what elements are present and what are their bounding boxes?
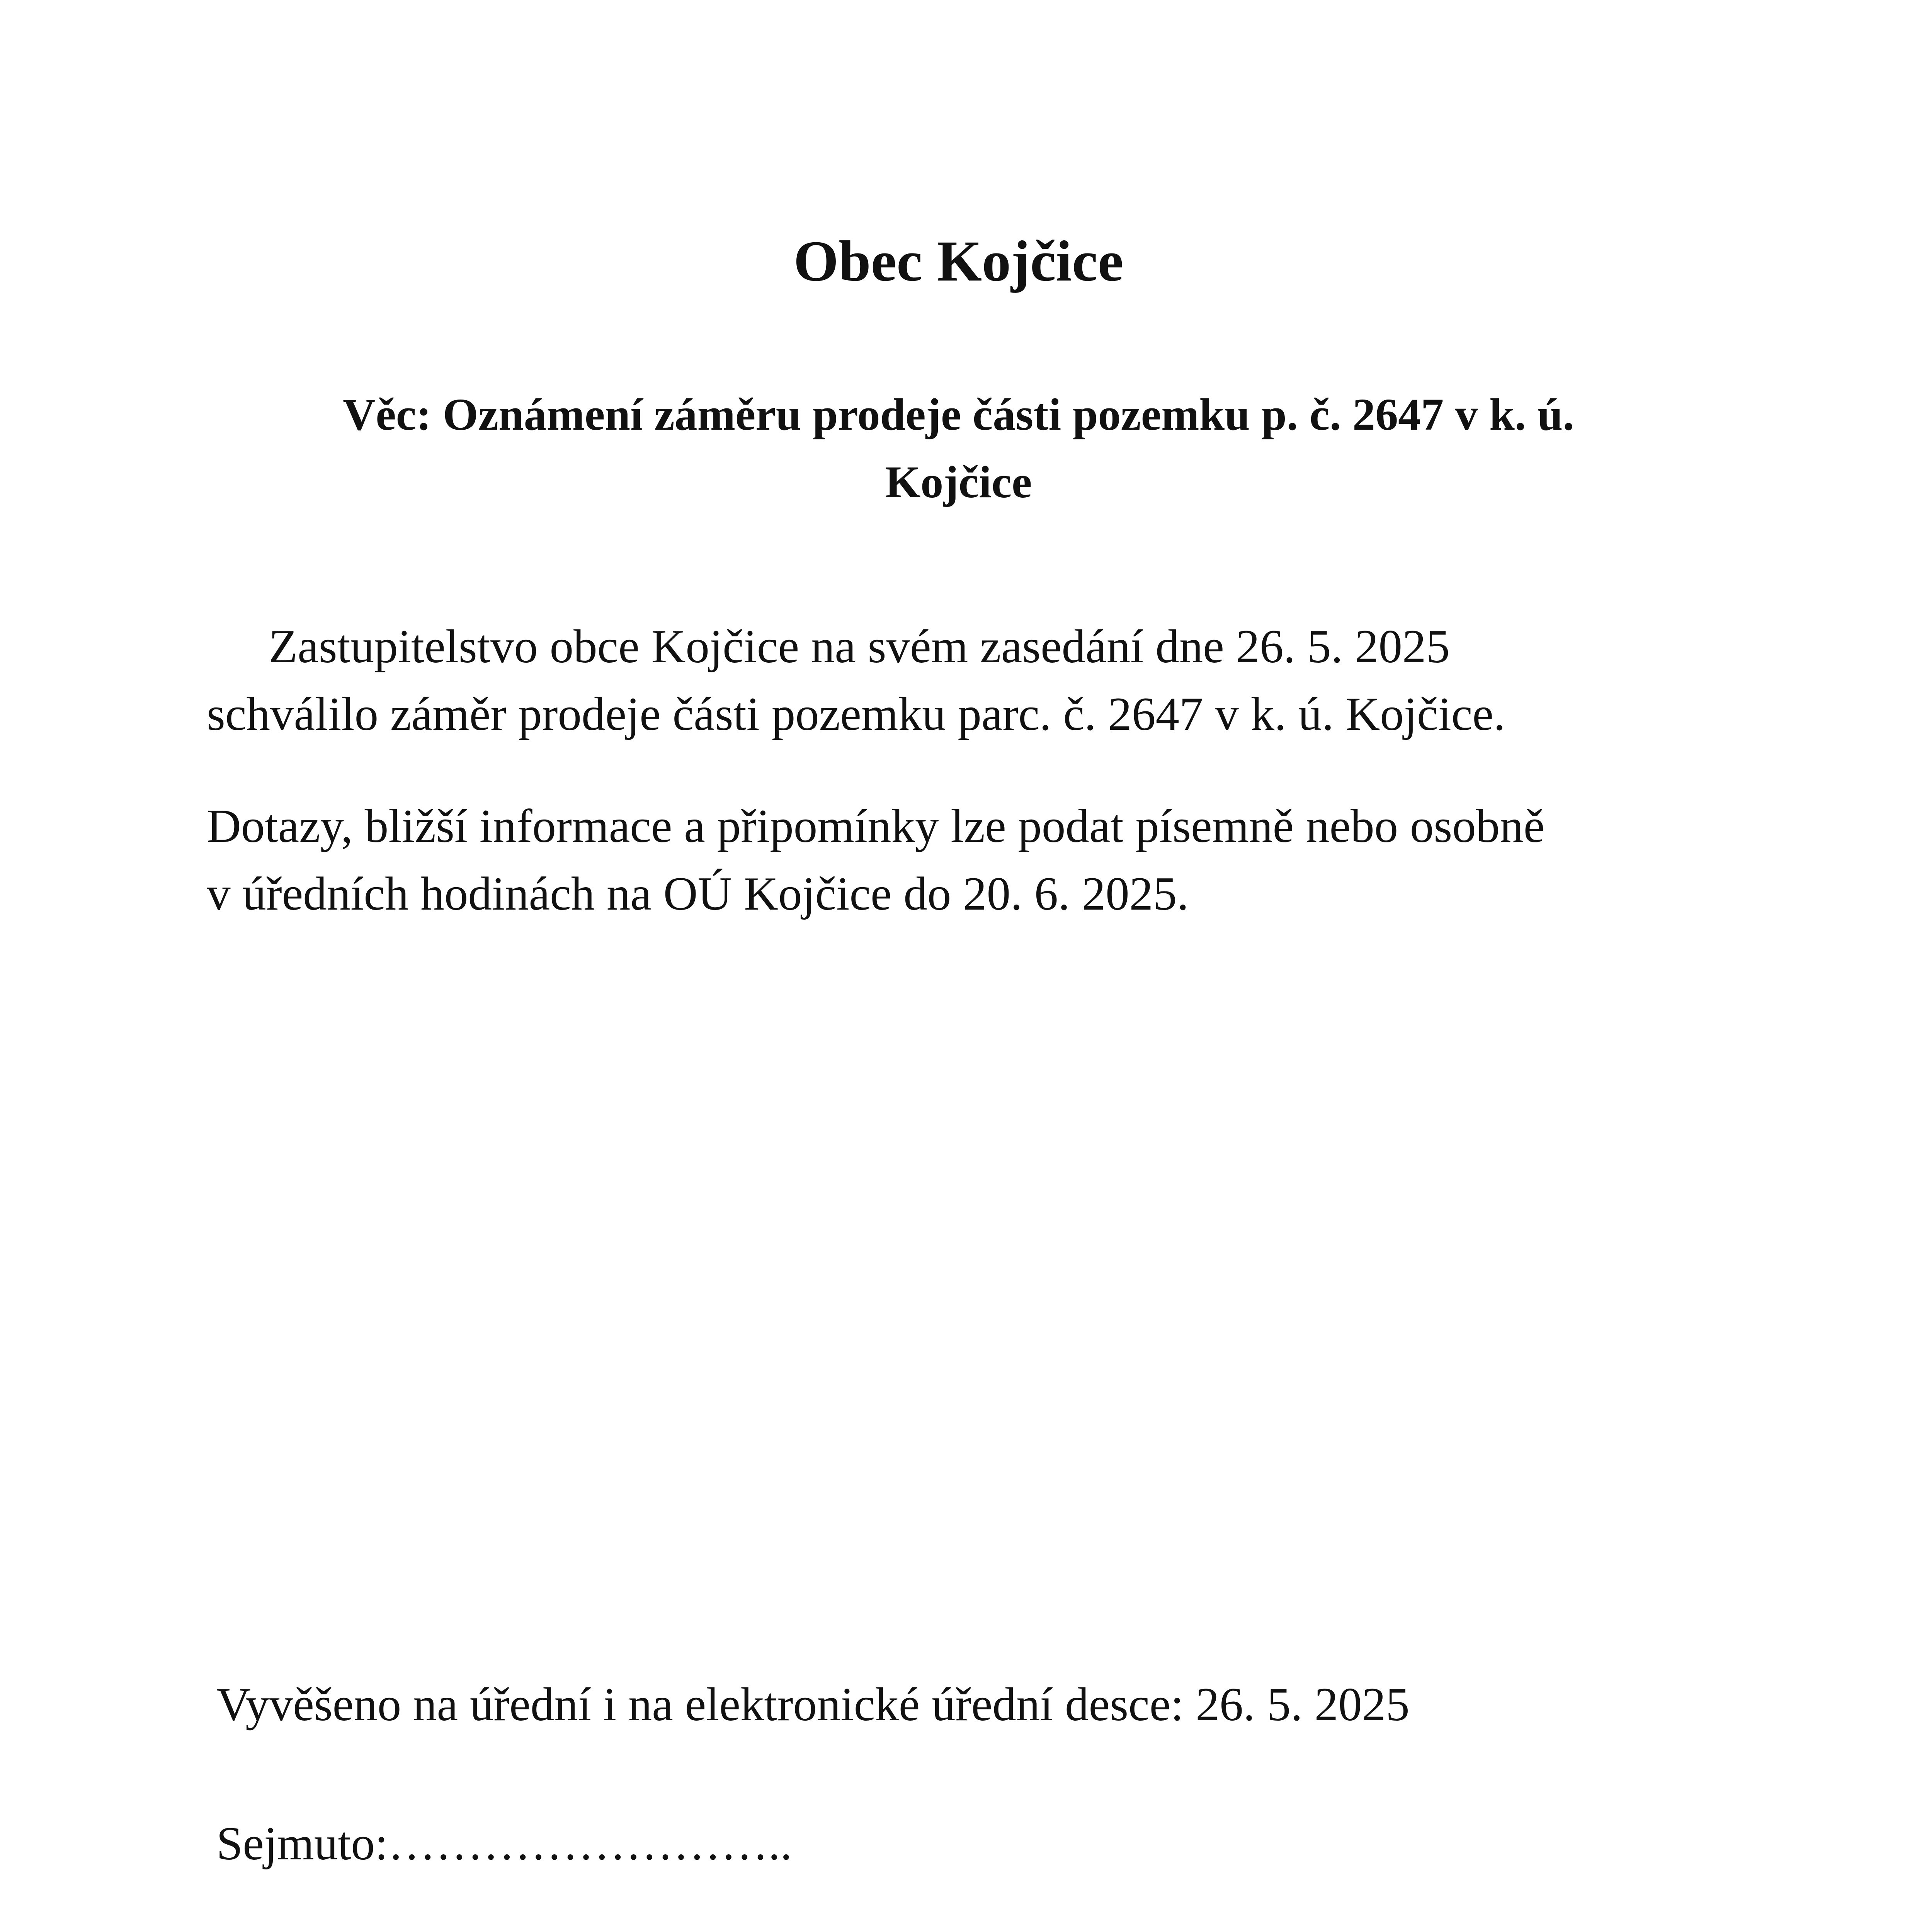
document-title: Obec Kojčice — [793, 229, 1124, 293]
paragraph-approval — [207, 612, 1505, 748]
subject-heading — [0, 381, 1917, 516]
paragraph-inquiries — [207, 792, 1544, 927]
removed-notice: Sejmuto:…………………….. — [216, 1817, 792, 1870]
paragraph-inquiries-line-1: Dotazy, bližší informace a připomínky lze podat písemně nebo osobně — [207, 799, 1545, 852]
paragraph-approval-line-2: schválilo záměr prodeje části pozemku parc. č. 2647 v k. ú. Kojčice. — [207, 687, 1505, 740]
subject-line-1: Věc: Oznámení záměru prodeje části pozemku p. č. 2647 v k. ú. — [343, 389, 1574, 440]
paragraph-inquiries-line-2: v úředních hodinách na OÚ Kojčice do 20. 6. 2025. — [207, 867, 1189, 920]
subject-line-2: Kojčice — [885, 457, 1032, 507]
posted-notice: Vyvěšeno na úřední i na elektronické úřední desce: 26. 5. 2025 — [216, 1678, 1410, 1731]
paragraph-approval-line-1: Zastupitelstvo obce Kojčice na svém zasedání dne 26. 5. 2025 — [269, 620, 1450, 673]
